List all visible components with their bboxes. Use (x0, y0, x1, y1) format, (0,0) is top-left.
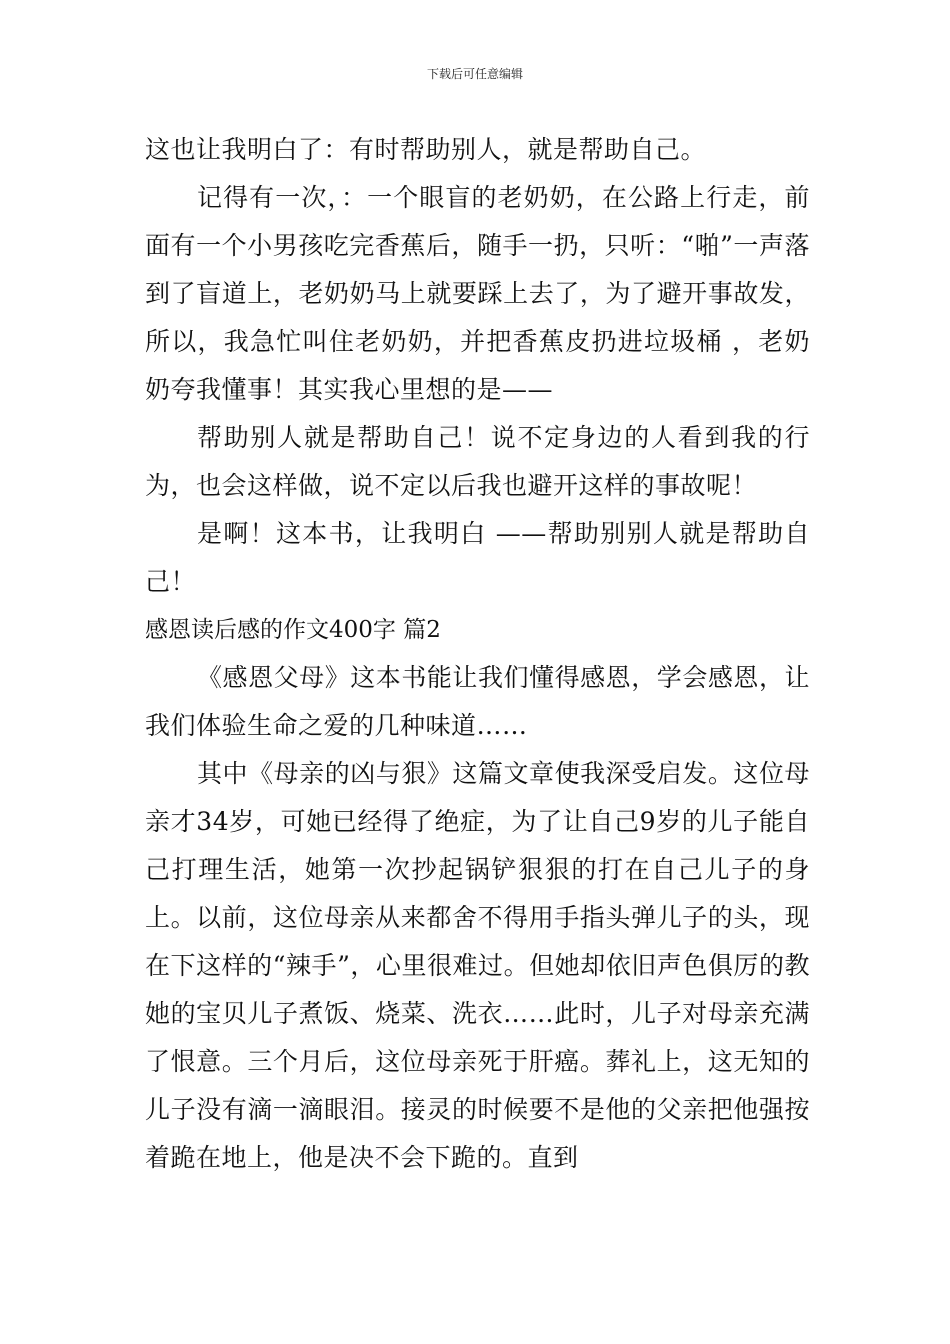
paragraph-story: 记得有一次，：一个眼盲的老奶奶，在公路上行走，前面有一个小男孩吃完香蕉后，随手一扔，只听：“啪”一声落到了盲道上，老奶奶马上就要踩上去了，为了避开事故发，所以，我急忙叫住老奶奶，并把香蕉皮扔进垃圾桶 ，老奶奶夸我懂事！其实我心里想的是—— (145, 183, 810, 404)
paragraph-intro: 《感恩父母》这本书能让我们懂得感恩，学会感恩，让我们体验生命之爱的几种味道…… (145, 663, 810, 740)
paragraph-mother-story: 其中《母亲的凶与狠》这篇文章使我深受启发。这位母亲才34岁，可她已经得了绝症，为了让自己9岁的儿子能自己打理生活，她第一次抄起锅铲狠狠的打在自己儿子的身上。以前，这位母亲从来都舍不得用手指头弹儿子的头，现在下这样的“辣手”，心里很难过。但她却依旧声色俱厉的教她的宝贝儿子煮饭、烧菜、洗衣……此时，儿子对母亲充满了恨意。三个月后，这位母亲死于肝癌。葬礼上，这无知的儿子没有滴一滴眼泪。接灵的时候要不是他的父亲把他强按着跪在地上，他是决不会下跪的。直到 (145, 759, 810, 1172)
paragraph-reflection: 帮助别人就是帮助自己！说不定身边的人看到我的行为，也会这样做，说不定以后我也避开这样的事故呢！ (145, 423, 810, 500)
page-header: 下载后可任意编辑 (426, 67, 523, 81)
paragraph-conclusion: 是啊！这本书，让我明白 ——帮助别别人就是帮助自己！ (145, 519, 810, 596)
document-body (145, 126, 810, 1182)
section-heading: 感恩读后感的作文400字 篇2 (145, 617, 441, 643)
paragraph-continuation: 这也让我明白了：有时帮助别人，就是帮助自己。 (145, 135, 707, 164)
